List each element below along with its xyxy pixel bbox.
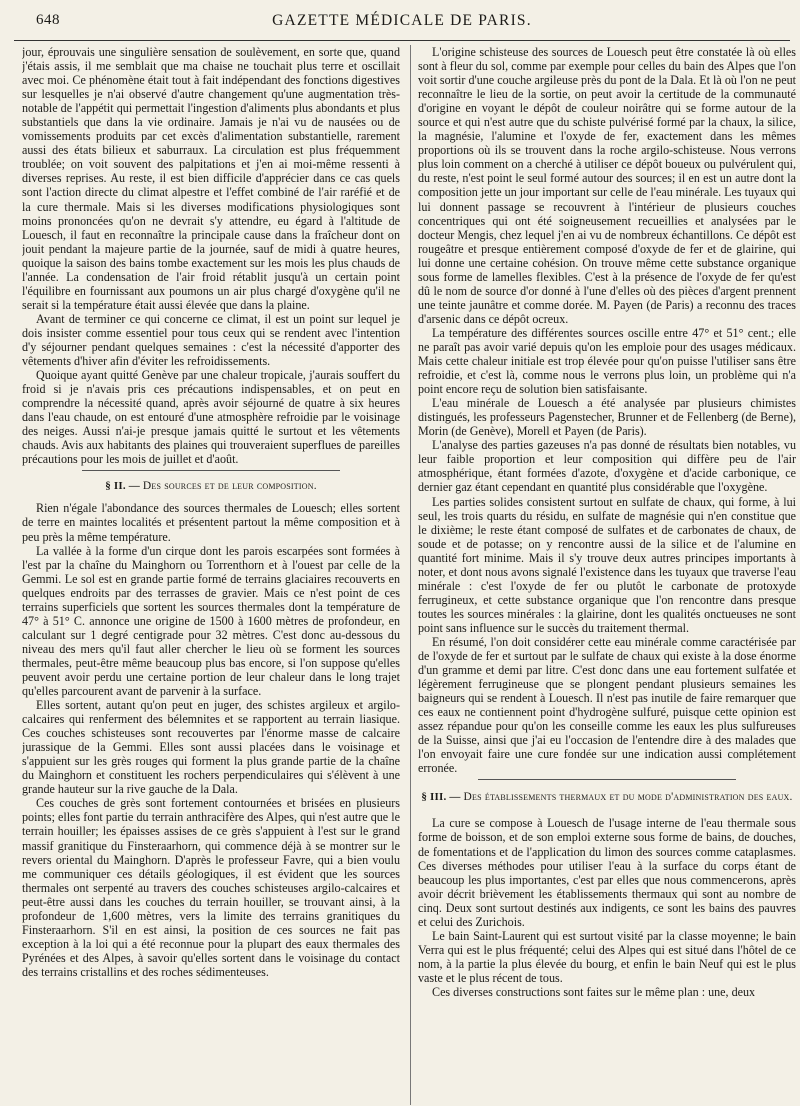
section-divider xyxy=(478,779,736,780)
paragraph: Le bain Saint-Laurent qui est surtout visité par la classe moyenne; le bain Verra qui est le plus fréquenté; celui des Alpes qui est situé dans l'hôtel de ce nom, à la partie la plus élevée du bourg, et enfin le bain Neuf qui est le plus vaste et le plus récent de tous. xyxy=(418,928,796,985)
paragraph: jour, éprouvais une singulière sensation de soulèvement, en sorte que, quand j'étais assis, il me semblait que ma chaise ne touchait plus terre et oscillait avec moi. Ce phénomène était tout à fait indépendant des fonctions digestives sur lesquelles je n'ai observé d'autre changement qu'une augmentation très-notable de l'appétit qui permettait l'ingestion d'aliments plus abondants et plus substantiels que dans la vie ordinaire. Jamais je n'ai vu de nausées ou de vomissements produits par cet excès d'alimentation substantielle, rarement aussi des états bilieux et saburraux. La circulation est plus fréquemment troublée; on voit souvent des palpitations et j'en ai moi-même ressenti à diverses reprises. Au reste, il est bien difficile d'apprécier dans ce cas quels sont l'action directe du climat alpestre et l'effet combiné de l'air raréfié et de la cure thermale. Mais si les diverses modifications physiologiques sont moins prononcées qu'on ne devrait s'y attendre, eu égard à l'altitude de Louesch, il faut en reconnaître la principale cause dans la fraîcheur dont on jouit pendant la majeure partie de la journée, sauf de midi à quatre heures, quoique la saison des bains tombe exactement sur les mois les plus chauds de l'année. La condensation de l'air froid rétablit jusqu'à un certain point l'équilibre en fournissant aux poumons un air plus chargé d'oxygène qu'il ne serait si la température était aussi élevée que dans la plaine. xyxy=(22,45,400,312)
section-heading-3 xyxy=(418,791,796,804)
section-title: Des sources et de leur composition. xyxy=(142,480,317,493)
column-rule xyxy=(410,45,411,1105)
paragraph: La vallée à la forme d'un cirque dont les parois escarpées sont formées à l'est par la chaîne du Mainghorn ou Torrenthorn et à l'ouest par celle de la Gemmi. Le sol est en grande partie formé de terrains glaciaires recouverts en quelques endroits par des terrasses de gravier. Mais ce n'est point de ces terrains superficiels que sortent les sources thermales dont la température de 47° à 51° C. annonce une origine de 1500 à 1600 mètres de profondeur, en calculant sur 1 degré centigrade pour 32 mètres. C'est donc au-dessous du niveau des mers qu'il faut aller chercher le lieu où se forment les sources thermales, peut-être même beaucoup plus bas encore, si l'on suppose qu'elles peuvent avoir perdu une certaine portion de leur chaleur dans le long trajet qu'elles parcourent avant de parvenir à la surface. xyxy=(22,543,400,699)
left-column xyxy=(22,45,400,1105)
paragraph: Elles sortent, autant qu'on peut en juger, des schistes argileux et argilo-calcaires qui renferment des bélemnites et se rapportent au terrain liasique. Ces couches schisteuses sont recouvertes par l'énorme masse de calcaire jurassique de la Gemmi. Elles sont aussi placées dans le voisinage et s'appuient sur les grès rouges qui forment la plus grande partie de la chaîne du Mainghorn et constituent les rochers perpendiculaires qui s'élèvent à une grande hauteur sur la rive gauche de la Dala. xyxy=(22,698,400,797)
section-heading-2 xyxy=(22,480,400,492)
page-header xyxy=(14,0,790,41)
paragraph: L'eau minérale de Louesch a été analysée par plusieurs chimistes distingués, les professeurs Pagenstecher, Brunner et de Fellenberg (de Berne), Morin (de Genève), Morell et Payen (de Paris). xyxy=(418,396,796,439)
section-divider xyxy=(82,470,340,471)
right-column xyxy=(418,45,796,1105)
paragraph: En résumé, l'on doit considérer cette eau minérale comme caractérisée par de l'oxyde de fer et surtout par le sulfate de chaux qui existe à la dose énorme d'un gramme et demi par litre. C'est donc dans une eau fortement sulfatée et légèrement ferrugineuse que se plongent pendant plusieurs semaines les baigneurs qui se rendent à Louesch. Il n'est pas inutile de faire remarquer que ces eaux ne contiennent point d'hydrogène sulfuré, puisque cette opinion est assez répandue pour qu'on les conseille comme les eaux les plus sulfureuses de la Suisse, ainsi que j'ai eu l'occasion de l'entendre dire à des malades que l'on envoyait faire une cure fondée sur une indication aussi complétement erronée. xyxy=(418,634,796,776)
paragraph: Quoique ayant quitté Genève par une chaleur tropicale, j'aurais souffert du froid si je n'avais pris ces précautions indispensables, et on peut en comprendre la nécessité quand, après avoir séjourné de quatre à six heures dans l'eau chaude, on est entouré d'une atmosphère refroidie par le voisinage des neiges. Aussi n'ai-je presque jamais quitté le surtout et les vêtements chauds. Avis aux habitants des plaines qui trouveraient superflues de pareilles précautions pour les mois de juillet et d'août. xyxy=(22,368,400,467)
running-title: GAZETTE MÉDICALE DE PARIS. xyxy=(272,12,532,29)
two-column-body xyxy=(14,45,796,1105)
paragraph: L'analyse des parties gazeuses n'a pas donné de résultats bien notables, vu leur faible proportion et leur composition qui diffère peu de l'air atmosphérique, étant formées d'azote, d'oxygène et d'acide carbonique, ce dernier gaz étant cependant en quantité plus considérable que l'oxygène. xyxy=(418,438,796,495)
section-title: Des établissements thermaux et du mode d'administration des eaux. xyxy=(463,791,793,804)
page-number: 648 xyxy=(36,12,60,28)
paragraph: Les parties solides consistent surtout en sulfate de chaux, qui forme, à lui seul, les trois quarts du résidu, en sulfate de magnésie qui n'en constitue que le dixième; le reste étant composé de sulfates et de carbonates de chaux, de soude et de potasse; on y rencontre aussi de la silice et de l'alumine en quantité fort minime. Mais il s'y trouve deux autres principes importants à noter, et dont nous avons signalé l'existence dans les tuyaux que traverse l'eau minérale : c'est l'oxyde de fer ou plutôt le carbonate de protoxyde ferrugineux, et cette substance organique que l'on rencontre dans presque toutes les sources minérales : la glairine, dont les qualités onctueuses ne sont point sans influence sur le succès du traitement thermal. xyxy=(418,494,796,635)
paragraph: L'origine schisteuse des sources de Louesch peut être constatée là où elles sont à fleur du sol, comme par exemple pour celles du bain des Alpes que l'on voit sortir d'une couche argileuse près du pont de la Dala. Et là où l'on ne peut reconnaître le lieu de la sortie, on peut avoir la certitude de la communauté d'origine en voyant le dépôt de couleur noirâtre qui se forme autour de la source et qui n'est autre que du schiste pulvérisé formé par la chaux, la silice, la magnésie, l'alumine et l'oxyde de fer, exactement dans les mêmes proportions où ils se trouvent dans la roche argilo-schisteuse. Nous verrons plus loin comment on a cherché à utiliser ce dépôt boueux ou pulvérulent qui, du reste, n'est point le seul formé autour des sources; il en est un autre dont la composition jette un jour important sur celle de l'eau minérale. Les tuyaux qui lui donnent passage se recouvrent à l'intérieur de plusieurs couches concentriques qui ont été soigneusement recueillies et analysées par le docteur Mengis, chez lequel j'en ai vu de nombreux échantillons. Ce dépôt est rougeâtre et presque entièrement composé d'oxyde de fer et de glairine, qui lui donne une certaine cohésion. On trouve même cette substance organique sous forme de lamelles flexibles. C'est à la présence de l'oxyde de fer qu'est dû le nom de source d'or donné à l'une d'elles où des pièces d'argent prennent une teinte jaunâtre et comme dorée. M. Payen (de Paris) a reconnu des traces d'arsenic dans ce dépôt ocreux. xyxy=(418,45,796,326)
section-number: § II. — xyxy=(105,480,140,493)
paragraph: Ces diverses constructions sont faites sur le même plan : une, deux xyxy=(432,985,756,999)
section-number: § III. — xyxy=(421,791,461,804)
paragraph: Avant de terminer ce qui concerne ce climat, il est un point sur lequel je dois insister comme essentiel pour tous ceux qui se rendent avec l'intention d'y séjourner pendant quelques semaines : c'est la nécessité d'apporter des vêtements d'hiver afin d'éviter les refroidissements. xyxy=(22,311,400,369)
paragraph: Ces couches de grès sont fortement contournées et brisées en plusieurs points; elles font partie du terrain anthracifère des Alpes, qui n'est autre que le terrain houiller; les épaisses assises de ce grès s'appuient à l'est sur le grand massif granitique du Finsteraarhorn, qui commence déjà à se montrer sur le revers oriental du Mainghorn. D'après le professeur Favre, qui a bien voulu me communiquer ces détails géologiques, il est évident que les sources thermales ont serpenté au travers des couches schisteuses argilo-calcaires et peut-être aussi dans les couches du terrain houiller, se trouvant ainsi, à la profondeur de 1,600 mètres, vers la limite des terrains granitiques du Finsteraarhorn. S'il en est ainsi, la position de ces sources ne fait pas exception à la loi qui a été reconnue pour la plupart des eaux thermales des Pyrénées et des Alpes, à savoir qu'elles sortent dans le voisinage du contact des terrains cristallins et des roches sédimenteuses. xyxy=(22,796,400,979)
paragraph: La cure se compose à Louesch de l'usage interne de l'eau thermale sous forme de boisson, et de son emploi externe sous forme de bains, de douches, de fomentations et de l'application du limon des sources comme cataplasmes. Ces diverses méthodes pour utiliser l'eau à la surface du corps étant de beaucoup les plus importantes, c'est par elles que nous commencerons, après avoir décrit brièvement les établissements thermaux qui sont au nombre de cinq. Deux sont surtout destinés aux indigents, ce sont les bains des pauvres et celui des Zurichois. xyxy=(418,816,796,929)
paragraph: Rien n'égale l'abondance des sources thermales de Louesch; elles sortent de terre en maintes localités et présentent partout la même composition et à peu près la même température. xyxy=(22,501,400,544)
paragraph: La température des différentes sources oscille entre 47° et 51° cent.; elle ne paraît pas avoir varié depuis qu'on les emploie pour des usages médicaux. Mais cette chaleur initiale est trop élevée pour qu'on puisse l'utiliser sans être refroidie, et c'est là, comme nous le verrons plus loin, un problème qui n'a point encore reçu de solution bien satisfaisante. xyxy=(418,325,796,397)
